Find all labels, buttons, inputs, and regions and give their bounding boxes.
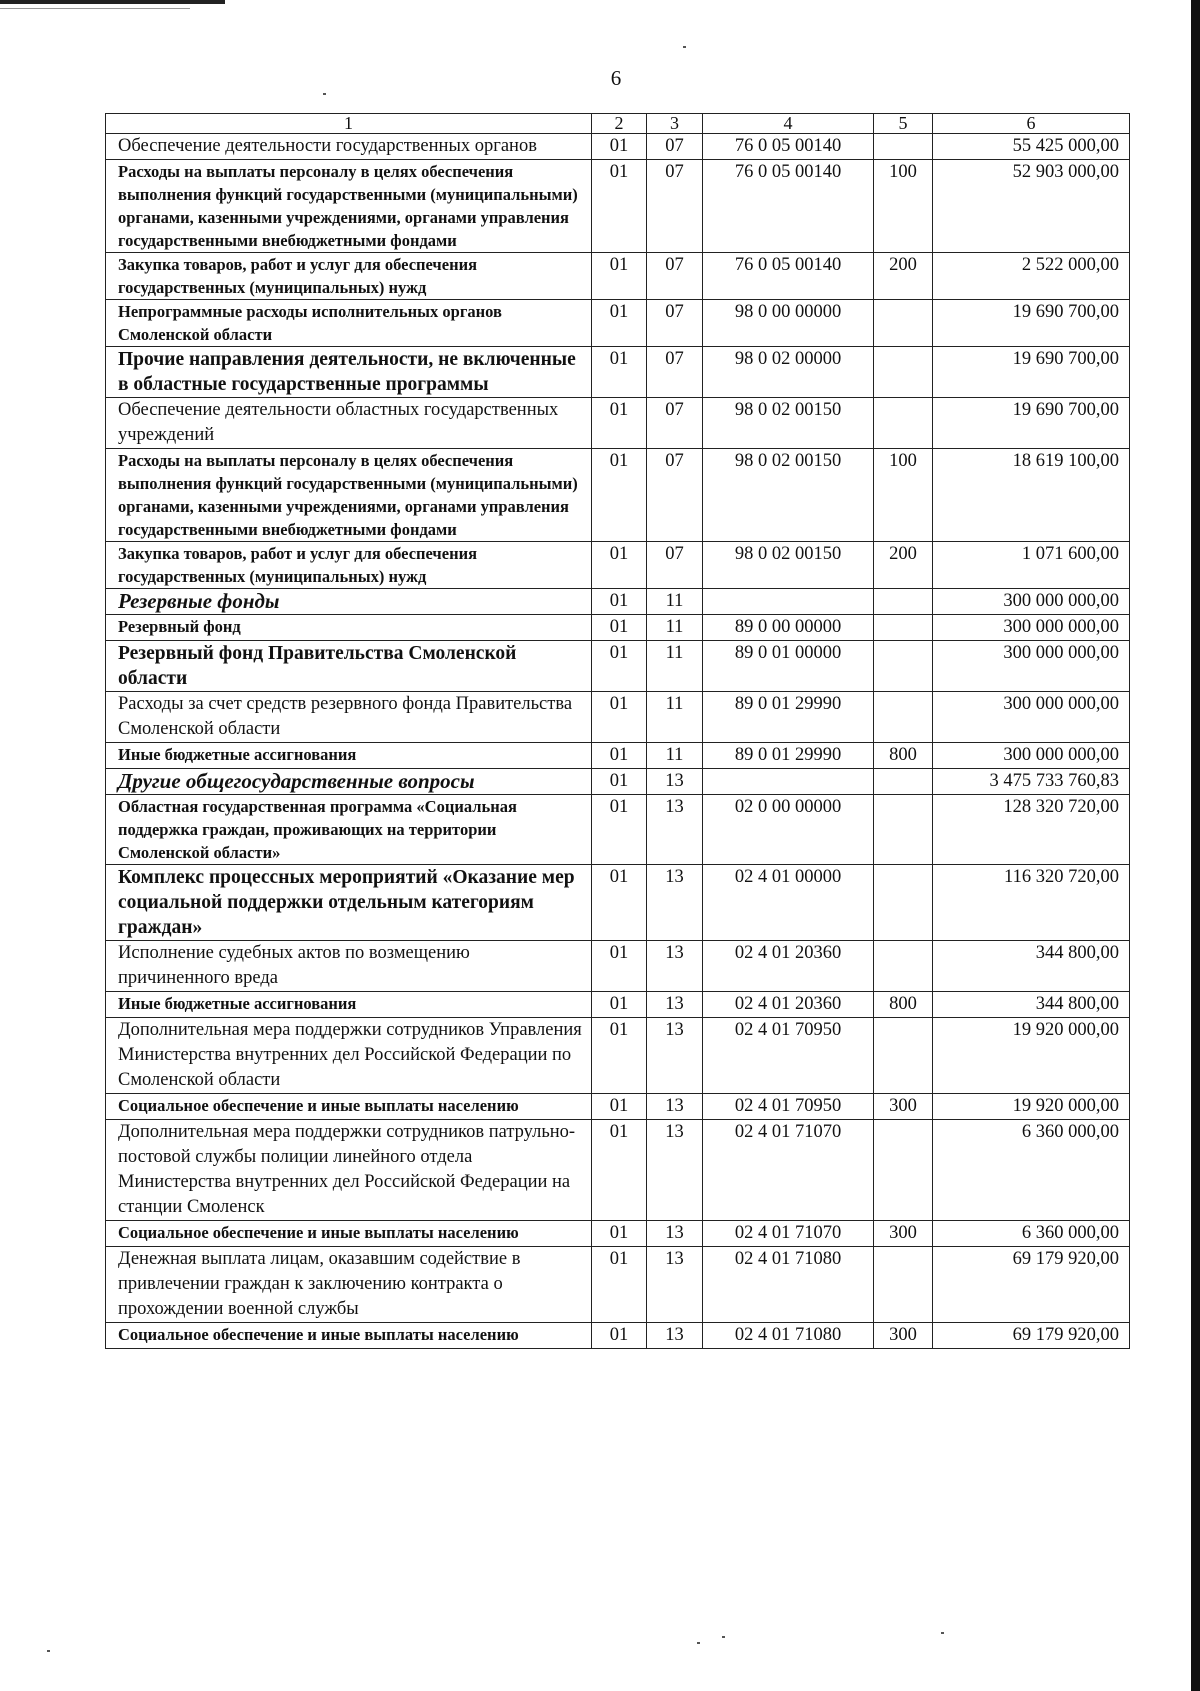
table-row	[106, 641, 1130, 692]
row-section-code-cell: 01	[592, 865, 647, 941]
row-amount-cell: 19 920 000,00	[933, 1018, 1130, 1094]
row-subsection-code-cell: 13	[647, 992, 703, 1018]
row-target-item-cell: 89 0 01 29990	[703, 743, 874, 769]
row-amount-cell: 55 425 000,00	[933, 134, 1130, 160]
table-row	[106, 865, 1130, 941]
row-amount-cell: 128 320 720,00	[933, 795, 1130, 865]
table-row	[106, 1120, 1130, 1221]
row-amount-cell: 1 071 600,00	[933, 542, 1130, 589]
table-row	[106, 253, 1130, 300]
row-target-item-cell: 98 0 00 00000	[703, 300, 874, 347]
row-subsection-code-cell: 07	[647, 398, 703, 449]
row-name-cell: Областная государственная программа «Социальная поддержка граждан, проживающих на территории Смоленской области»	[106, 795, 592, 865]
row-expense-type-cell	[874, 769, 933, 795]
row-section-code-cell: 01	[592, 589, 647, 615]
row-expense-type-cell: 300	[874, 1094, 933, 1120]
table-row	[106, 300, 1130, 347]
row-amount-cell: 300 000 000,00	[933, 743, 1130, 769]
row-section-code-cell: 01	[592, 992, 647, 1018]
row-amount-cell: 344 800,00	[933, 992, 1130, 1018]
row-subsection-code-cell: 13	[647, 1018, 703, 1094]
row-name-cell: Прочие направления деятельности, не включенные в областные государственные программы	[106, 347, 592, 398]
row-section-code-cell: 01	[592, 795, 647, 865]
row-name-cell: Обеспечение деятельности государственных органов	[106, 134, 592, 160]
row-name-cell: Обеспечение деятельности областных государственных учреждений	[106, 398, 592, 449]
scan-speck	[697, 1642, 700, 1644]
row-name-cell: Социальное обеспечение и иные выплаты населению	[106, 1323, 592, 1349]
row-section-code-cell: 01	[592, 1323, 647, 1349]
scan-speck	[47, 1650, 50, 1652]
table-row	[106, 1094, 1130, 1120]
row-target-item-cell: 02 4 01 71080	[703, 1247, 874, 1323]
row-expense-type-cell: 800	[874, 743, 933, 769]
header-cell: 6	[933, 114, 1130, 134]
row-expense-type-cell: 800	[874, 992, 933, 1018]
row-section-code-cell: 01	[592, 769, 647, 795]
row-expense-type-cell	[874, 865, 933, 941]
row-subsection-code-cell: 13	[647, 1323, 703, 1349]
table-row	[106, 1221, 1130, 1247]
row-target-item-cell: 89 0 00 00000	[703, 615, 874, 641]
row-section-code-cell: 01	[592, 1120, 647, 1221]
row-section-code-cell: 01	[592, 398, 647, 449]
scan-edge-top	[0, 0, 225, 4]
row-target-item-cell: 02 4 01 00000	[703, 865, 874, 941]
row-name-cell: Денежная выплата лицам, оказавшим содействие в привлечении граждан к заключению контракта о прохождении военной службы	[106, 1247, 592, 1323]
row-expense-type-cell	[874, 615, 933, 641]
row-target-item-cell: 76 0 05 00140	[703, 160, 874, 253]
row-target-item-cell: 02 4 01 20360	[703, 941, 874, 992]
row-amount-cell: 52 903 000,00	[933, 160, 1130, 253]
row-amount-cell: 69 179 920,00	[933, 1323, 1130, 1349]
table-row	[106, 449, 1130, 542]
row-subsection-code-cell: 13	[647, 1120, 703, 1221]
row-target-item-cell: 02 4 01 71070	[703, 1120, 874, 1221]
row-subsection-code-cell: 11	[647, 615, 703, 641]
header-cell: 4	[703, 114, 874, 134]
row-section-code-cell: 01	[592, 1247, 647, 1323]
row-amount-cell: 19 690 700,00	[933, 398, 1130, 449]
budget-table-container	[105, 113, 1129, 1349]
row-expense-type-cell	[874, 641, 933, 692]
row-subsection-code-cell: 07	[647, 253, 703, 300]
row-name-cell: Резервный фонд	[106, 615, 592, 641]
row-target-item-cell	[703, 589, 874, 615]
table-row	[106, 743, 1130, 769]
row-expense-type-cell	[874, 300, 933, 347]
table-row	[106, 542, 1130, 589]
row-section-code-cell: 01	[592, 253, 647, 300]
row-subsection-code-cell: 13	[647, 1247, 703, 1323]
row-expense-type-cell: 100	[874, 449, 933, 542]
table-row	[106, 1018, 1130, 1094]
row-subsection-code-cell: 07	[647, 160, 703, 253]
row-subsection-code-cell: 07	[647, 300, 703, 347]
table-row	[106, 692, 1130, 743]
row-section-code-cell: 01	[592, 615, 647, 641]
row-target-item-cell: 02 4 01 71080	[703, 1323, 874, 1349]
row-section-code-cell: 01	[592, 300, 647, 347]
row-section-code-cell: 01	[592, 1094, 647, 1120]
table-row	[106, 1323, 1130, 1349]
row-section-code-cell: 01	[592, 1221, 647, 1247]
row-name-cell: Дополнительная мера поддержки сотрудников Управления Министерства внутренних дел Российской Федерации по Смоленской области	[106, 1018, 592, 1094]
scan-edge-line	[0, 8, 190, 9]
row-amount-cell: 344 800,00	[933, 941, 1130, 992]
row-amount-cell: 6 360 000,00	[933, 1120, 1130, 1221]
row-amount-cell: 18 619 100,00	[933, 449, 1130, 542]
row-expense-type-cell	[874, 134, 933, 160]
table-row	[106, 1247, 1130, 1323]
row-name-cell: Закупка товаров, работ и услуг для обеспечения государственных (муниципальных) нужд	[106, 253, 592, 300]
row-target-item-cell: 76 0 05 00140	[703, 253, 874, 300]
scan-speck	[722, 1636, 725, 1638]
row-expense-type-cell: 300	[874, 1221, 933, 1247]
row-target-item-cell: 02 4 01 70950	[703, 1094, 874, 1120]
row-amount-cell: 19 920 000,00	[933, 1094, 1130, 1120]
page-number: 6	[610, 66, 622, 90]
row-expense-type-cell	[874, 1247, 933, 1323]
header-cell: 5	[874, 114, 933, 134]
row-name-cell: Резервный фонд Правительства Смоленской области	[106, 641, 592, 692]
table-row	[106, 769, 1130, 795]
table-header-row	[106, 114, 1130, 134]
row-target-item-cell: 02 4 01 70950	[703, 1018, 874, 1094]
row-name-cell: Комплекс процессных мероприятий «Оказание мер социальной поддержки отдельным категориям граждан»	[106, 865, 592, 941]
row-target-item-cell: 89 0 01 00000	[703, 641, 874, 692]
row-amount-cell: 300 000 000,00	[933, 641, 1130, 692]
table-row	[106, 992, 1130, 1018]
row-subsection-code-cell: 13	[647, 769, 703, 795]
row-target-item-cell: 02 0 00 00000	[703, 795, 874, 865]
table-row	[106, 795, 1130, 865]
row-name-cell: Резервные фонды	[106, 589, 592, 615]
row-expense-type-cell	[874, 589, 933, 615]
row-subsection-code-cell: 11	[647, 692, 703, 743]
row-target-item-cell: 98 0 02 00150	[703, 398, 874, 449]
row-amount-cell: 2 522 000,00	[933, 253, 1130, 300]
row-subsection-code-cell: 07	[647, 134, 703, 160]
table-row	[106, 615, 1130, 641]
scan-speck	[683, 46, 686, 48]
row-amount-cell: 19 690 700,00	[933, 347, 1130, 398]
row-name-cell: Социальное обеспечение и иные выплаты населению	[106, 1094, 592, 1120]
row-target-item-cell: 98 0 02 00000	[703, 347, 874, 398]
scan-edge-right	[1191, 0, 1200, 1691]
row-target-item-cell: 02 4 01 71070	[703, 1221, 874, 1247]
row-amount-cell: 19 690 700,00	[933, 300, 1130, 347]
row-target-item-cell: 98 0 02 00150	[703, 449, 874, 542]
row-name-cell: Закупка товаров, работ и услуг для обеспечения государственных (муниципальных) нужд	[106, 542, 592, 589]
row-section-code-cell: 01	[592, 160, 647, 253]
row-amount-cell: 300 000 000,00	[933, 589, 1130, 615]
row-subsection-code-cell: 07	[647, 449, 703, 542]
row-subsection-code-cell: 13	[647, 865, 703, 941]
row-name-cell: Расходы за счет средств резервного фонда Правительства Смоленской области	[106, 692, 592, 743]
row-name-cell: Иные бюджетные ассигнования	[106, 992, 592, 1018]
row-target-item-cell	[703, 769, 874, 795]
budget-table	[105, 113, 1130, 1349]
row-expense-type-cell: 300	[874, 1323, 933, 1349]
table-row	[106, 941, 1130, 992]
row-section-code-cell: 01	[592, 941, 647, 992]
row-amount-cell: 116 320 720,00	[933, 865, 1130, 941]
row-section-code-cell: 01	[592, 641, 647, 692]
table-row	[106, 347, 1130, 398]
row-expense-type-cell	[874, 941, 933, 992]
table-row	[106, 134, 1130, 160]
row-section-code-cell: 01	[592, 347, 647, 398]
row-name-cell: Другие общегосударственные вопросы	[106, 769, 592, 795]
row-expense-type-cell: 100	[874, 160, 933, 253]
row-name-cell: Дополнительная мера поддержки сотрудников патрульно-постовой службы полиции линейного отдела Министерства внутренних дел Российской Федерации на станции Смоленск	[106, 1120, 592, 1221]
row-subsection-code-cell: 13	[647, 941, 703, 992]
row-section-code-cell: 01	[592, 134, 647, 160]
row-subsection-code-cell: 11	[647, 641, 703, 692]
row-expense-type-cell	[874, 398, 933, 449]
row-section-code-cell: 01	[592, 542, 647, 589]
row-amount-cell: 300 000 000,00	[933, 615, 1130, 641]
row-name-cell: Непрограммные расходы исполнительных органов Смоленской области	[106, 300, 592, 347]
row-section-code-cell: 01	[592, 692, 647, 743]
header-cell: 1	[106, 114, 592, 134]
table-row	[106, 589, 1130, 615]
row-section-code-cell: 01	[592, 1018, 647, 1094]
row-subsection-code-cell: 11	[647, 743, 703, 769]
row-name-cell: Исполнение судебных актов по возмещению причиненного вреда	[106, 941, 592, 992]
row-subsection-code-cell: 13	[647, 1221, 703, 1247]
table-row	[106, 398, 1130, 449]
row-expense-type-cell: 200	[874, 253, 933, 300]
row-amount-cell: 6 360 000,00	[933, 1221, 1130, 1247]
row-expense-type-cell	[874, 1018, 933, 1094]
row-name-cell: Иные бюджетные ассигнования	[106, 743, 592, 769]
row-subsection-code-cell: 13	[647, 795, 703, 865]
row-amount-cell: 3 475 733 760,83	[933, 769, 1130, 795]
row-expense-type-cell	[874, 1120, 933, 1221]
row-subsection-code-cell: 11	[647, 589, 703, 615]
row-amount-cell: 300 000 000,00	[933, 692, 1130, 743]
row-subsection-code-cell: 07	[647, 347, 703, 398]
table-row	[106, 160, 1130, 253]
row-subsection-code-cell: 07	[647, 542, 703, 589]
row-expense-type-cell	[874, 795, 933, 865]
row-amount-cell: 69 179 920,00	[933, 1247, 1130, 1323]
scan-speck	[941, 1632, 944, 1634]
row-expense-type-cell	[874, 347, 933, 398]
row-target-item-cell: 02 4 01 20360	[703, 992, 874, 1018]
row-target-item-cell: 76 0 05 00140	[703, 134, 874, 160]
row-subsection-code-cell: 13	[647, 1094, 703, 1120]
row-target-item-cell: 89 0 01 29990	[703, 692, 874, 743]
row-expense-type-cell: 200	[874, 542, 933, 589]
row-section-code-cell: 01	[592, 743, 647, 769]
row-name-cell: Расходы на выплаты персоналу в целях обеспечения выполнения функций государственными (муниципальными) органами, казенными учреждениями, органами управления государственными внебюджетными фондами	[106, 160, 592, 253]
row-target-item-cell: 98 0 02 00150	[703, 542, 874, 589]
row-name-cell: Расходы на выплаты персоналу в целях обеспечения выполнения функций государственными (муниципальными) органами, казенными учреждениями, органами управления государственными внебюджетными фондами	[106, 449, 592, 542]
header-cell: 3	[647, 114, 703, 134]
header-cell: 2	[592, 114, 647, 134]
row-name-cell: Социальное обеспечение и иные выплаты населению	[106, 1221, 592, 1247]
row-section-code-cell: 01	[592, 449, 647, 542]
scan-speck	[323, 93, 326, 95]
row-expense-type-cell	[874, 692, 933, 743]
